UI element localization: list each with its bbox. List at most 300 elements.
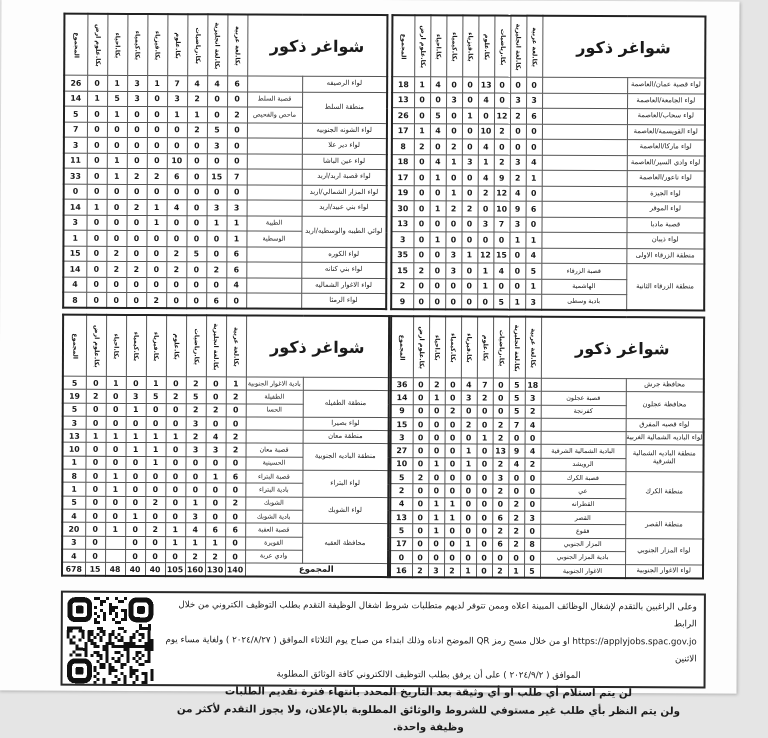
district-label: لواء الشونه الجنوبيه xyxy=(302,123,387,139)
vacancy-count-cell: 0 xyxy=(86,230,106,246)
vacancy-count-cell: 2 xyxy=(494,155,510,171)
vacancy-count-cell: 0 xyxy=(225,483,245,496)
vacancy-count-cell: 5 xyxy=(430,108,446,124)
vacancy-count-cell: 0 xyxy=(414,201,430,217)
vacancy-count-cell: 0 xyxy=(85,509,105,522)
vacancy-count-cell: 1 xyxy=(460,458,476,471)
district-label: لواء الرصيفه xyxy=(302,76,387,92)
vacancy-count-cell: 15 xyxy=(493,248,509,264)
sub-district-label: بادية المزار الجنوبي xyxy=(540,551,625,565)
row-total-cell: 0 xyxy=(64,184,87,200)
vacancy-count-cell: 2 xyxy=(492,484,508,497)
row-total-cell: 18 xyxy=(392,154,414,170)
vacancy-count-cell: 1 xyxy=(525,232,541,248)
vacancy-count-cell: 1 xyxy=(105,469,125,482)
column-header-label: بكا.فيزياء xyxy=(465,332,473,363)
row-total-cell: 13 xyxy=(63,429,86,442)
row-total-cell: 5 xyxy=(390,524,412,537)
column-header-7 xyxy=(414,15,430,77)
vacancy-count-cell: 0 xyxy=(207,153,227,169)
vacancy-count-cell: 0 xyxy=(87,122,107,138)
district-label: لواء الرمثا xyxy=(301,293,386,309)
vacancy-count-cell: 0 xyxy=(146,231,166,247)
column-header-0 xyxy=(226,315,246,377)
vacancy-count-cell: 5 xyxy=(207,122,227,138)
sub-district-label: قصبة البتراء xyxy=(245,470,302,484)
district-label: منطقة القصر xyxy=(625,512,703,539)
district-label: لواء الباديه الشمالية الغربية xyxy=(626,432,704,446)
vacancy-count-cell: 0 xyxy=(445,278,461,294)
sub-district-label xyxy=(247,200,302,216)
vacancy-count-cell: 0 xyxy=(106,292,126,308)
vacancy-count-cell: 4 xyxy=(226,277,246,293)
sub-district-label: ماحص والفحيص xyxy=(247,107,302,123)
vacancy-count-cell: 0 xyxy=(476,551,492,564)
vacancy-count-cell: 0 xyxy=(106,277,126,293)
vacancy-count-cell: 0 xyxy=(227,91,247,107)
vacancy-count-cell: 0 xyxy=(493,391,509,404)
column-header-label: بكا.احياء xyxy=(433,334,441,361)
vacancy-count-cell: 0 xyxy=(429,294,445,310)
row-total-cell: 8 xyxy=(63,292,86,308)
row-total-cell: 27 xyxy=(391,444,413,457)
vacancy-count-cell: 1 xyxy=(106,430,126,443)
vacancy-count-cell: 0 xyxy=(125,456,145,469)
vacancy-count-cell: 1 xyxy=(460,537,476,550)
vacancy-count-cell: 160 xyxy=(185,563,205,576)
vacancy-count-cell: 2 xyxy=(508,538,524,551)
vacancy-count-cell: 10 xyxy=(167,153,187,169)
vacancy-count-cell: 0 xyxy=(207,107,227,123)
district-label: لواء بني عبيد/اربد xyxy=(302,200,387,216)
vacancy-count-cell: 1 xyxy=(107,168,127,184)
sub-district-label: البادية الشمالية الشرقية xyxy=(541,445,626,459)
column-header-4 xyxy=(146,315,166,377)
vacancy-count-cell: 0 xyxy=(225,536,245,549)
sub-district-label: قصبة السلط xyxy=(247,91,302,107)
column-header-5 xyxy=(445,316,461,378)
row-total-cell: 4 xyxy=(390,497,412,510)
vacancy-count-cell: 0 xyxy=(166,231,186,247)
sub-district-label: القطرانه xyxy=(540,498,625,512)
vacancy-count-cell: 6 xyxy=(226,246,246,262)
sub-district-label xyxy=(542,186,627,202)
row-total-cell: 1 xyxy=(62,456,85,469)
vacancy-count-cell: 0 xyxy=(166,377,186,390)
vacancy-count-cell: 0 xyxy=(446,77,462,93)
vacancy-count-cell: 0 xyxy=(105,456,125,469)
vacancy-count-cell: 0 xyxy=(106,403,126,416)
vacancy-count-cell: 1 xyxy=(166,430,186,443)
vacancy-count-cell: 4 xyxy=(478,92,494,108)
vacancy-count-cell: 1 xyxy=(226,231,246,247)
vacancy-count-cell: 0 xyxy=(206,277,226,293)
vacancy-count-cell: 0 xyxy=(526,77,542,93)
vacancy-count-cell: 0 xyxy=(126,292,146,308)
row-total-cell: 5 xyxy=(390,471,412,484)
vacancy-count-cell: 0 xyxy=(87,184,107,200)
row-total-cell: 10 xyxy=(63,443,86,456)
application-instructions-box xyxy=(61,591,706,734)
column-header-label: المجموع xyxy=(398,334,406,361)
vacancy-count-cell: 0 xyxy=(85,496,105,509)
vacancy-count-cell: 0 xyxy=(444,484,460,497)
vacancy-count-cell: 0 xyxy=(146,246,166,262)
vacancy-count-cell: 0 xyxy=(524,551,540,564)
vacancy-count-cell: 1 xyxy=(107,153,127,169)
vacancy-count-cell: 2 xyxy=(227,107,247,123)
column-header-1 xyxy=(509,317,525,379)
footer-line-2: https://applyjobs.spac.gov.jo او من خلال مسح رمز QR الموضح ادناه وذلك ابتداء من صباح يوم الثلاثاء الموافق ( ٢٠٢٤/٨/٢٧ ) ولغاية مساء يوم الاثنين xyxy=(165,634,697,665)
vacancy-count-cell: 5 xyxy=(509,405,525,418)
sub-district-label xyxy=(247,76,302,92)
vacancy-count-cell: 2 xyxy=(205,550,225,563)
vacancy-count-cell: 3 xyxy=(526,93,542,109)
column-header-0 xyxy=(227,14,247,76)
column-header-6 xyxy=(430,15,446,77)
vacancy-count-cell: 0 xyxy=(165,510,185,523)
vacancy-count-cell: 4 xyxy=(478,170,494,186)
vacancy-count-cell: 0 xyxy=(187,200,207,216)
row-total-cell: 35 xyxy=(391,247,413,263)
vacancy-count-cell: 2 xyxy=(106,261,126,277)
vacancy-count-cell: 0 xyxy=(185,483,205,496)
vacancy-count-cell: 0 xyxy=(412,457,428,470)
sub-district-label xyxy=(246,293,301,309)
vacancy-count-cell: 140 xyxy=(225,563,245,576)
row-total-cell: 5 xyxy=(63,376,86,389)
vacancy-count-cell: 0 xyxy=(414,170,430,186)
column-header-label: بكا.احياء xyxy=(434,33,442,60)
column-header-label: بكا.رياضيات xyxy=(498,28,506,65)
vacancy-count-cell: 1 xyxy=(477,431,493,444)
vacancy-count-cell: 0 xyxy=(461,232,477,248)
vacancy-count-cell: 2 xyxy=(86,390,106,403)
vacancy-count-cell: 1 xyxy=(167,107,187,123)
district-label: لواء المزار الشمالي/اربد xyxy=(302,185,387,201)
vacancy-count-cell: 0 xyxy=(107,215,127,231)
vacancy-count-cell: 6 xyxy=(526,201,542,217)
vacancy-count-cell: 0 xyxy=(460,498,476,511)
vacancy-count-cell: 4 xyxy=(206,430,226,443)
column-header-2 xyxy=(186,315,206,377)
vacancy-count-cell: 2 xyxy=(462,201,478,217)
vacancy-count-cell: 0 xyxy=(127,215,147,231)
vacancy-count-cell: 3 xyxy=(462,154,478,170)
sub-district-label: بادية وسطى xyxy=(541,294,626,310)
vacancy-count-cell: 2 xyxy=(186,377,206,390)
vacancies-table-north-region xyxy=(389,315,705,579)
vacancies-table-south-region xyxy=(61,314,390,578)
column-header-label: بكا.كيمياء xyxy=(450,31,458,62)
footer-line-5: ولن يتم النظر بأي طلب غير مستوفي للشروط والوثائق المطلوبة بالإعلان، ولا يجوز التقدم لأكثر من وظيفة واحدة. xyxy=(176,702,681,734)
vacancy-count-cell: 0 xyxy=(227,122,247,138)
vacancy-count-cell: 1 xyxy=(477,263,493,279)
vacancy-count-cell: 9 xyxy=(494,170,510,186)
sub-district-label: الحسا xyxy=(246,404,303,418)
column-header-4 xyxy=(462,15,478,77)
vacancy-count-cell: 2 xyxy=(185,550,205,563)
vacancy-count-cell: 1 xyxy=(428,458,444,471)
column-header-2 xyxy=(493,317,509,379)
row-total-cell: 4 xyxy=(62,549,85,562)
sub-district-label xyxy=(247,138,302,154)
vacancy-count-cell: 0 xyxy=(462,170,478,186)
row-total-cell: 4 xyxy=(63,277,86,293)
column-header-label: المجموع xyxy=(72,31,80,58)
vacancy-count-cell: 2 xyxy=(206,403,226,416)
vacancy-count-cell: 6 xyxy=(526,108,542,124)
row-total-cell: 19 xyxy=(392,185,414,201)
total-row-label: المجموع xyxy=(245,563,388,577)
row-total-cell: 3 xyxy=(64,215,87,231)
column-header-7 xyxy=(86,315,106,377)
vacancy-count-cell: 40 xyxy=(145,563,165,576)
vacancy-count-cell: 6 xyxy=(205,523,225,536)
vacancy-count-cell: 0 xyxy=(205,457,225,470)
vacancy-count-cell: 4 xyxy=(207,76,227,92)
vacancy-count-cell: 1 xyxy=(226,377,246,390)
sub-district-label xyxy=(542,170,627,186)
vacancy-count-cell: 0 xyxy=(413,294,429,310)
district-label: لواء الشوبك xyxy=(302,497,388,524)
district-label: منطقة الطفيله xyxy=(303,391,389,418)
vacancy-count-cell: 0 xyxy=(87,215,107,231)
vacancy-count-cell: 0 xyxy=(413,232,429,248)
district-label: لواء القويسمة/العاصمة xyxy=(627,124,705,140)
vacancy-count-cell: 0 xyxy=(85,483,105,496)
column-header-label: المجموع xyxy=(71,332,79,359)
vacancy-count-cell: 1 xyxy=(478,154,494,170)
vacancy-count-cell: 0 xyxy=(460,471,476,484)
vacancy-count-cell: 0 xyxy=(510,139,526,155)
vacancy-count-cell: 0 xyxy=(207,91,227,107)
row-total-cell: 8 xyxy=(62,469,85,482)
column-header-6 xyxy=(107,14,127,76)
vacancy-count-cell: 1 xyxy=(165,536,185,549)
sub-district-label: القويرة xyxy=(245,537,302,551)
vacancy-count-cell: 0 xyxy=(85,523,105,536)
vacancy-count-cell: 0 xyxy=(167,215,187,231)
sub-district-label: بادية البتراء xyxy=(245,483,302,497)
vacancy-count-cell: 0 xyxy=(477,418,493,431)
vacancy-count-cell: 40 xyxy=(125,563,145,576)
vacancy-count-cell: 0 xyxy=(413,278,429,294)
vacancy-count-cell: 0 xyxy=(412,537,428,550)
column-header-label: بكا.لغة انجليزية xyxy=(213,21,221,69)
vacancy-count-cell: 2 xyxy=(508,524,524,537)
column-header-label: بكا.رياضيات xyxy=(497,329,505,366)
table-title: شواغر ذكور xyxy=(542,16,705,78)
sub-district-label xyxy=(247,122,302,138)
column-header-label: بكا.رياضيات xyxy=(192,327,200,365)
vacancy-count-cell: 1 xyxy=(205,470,225,483)
vacancy-count-cell: 2 xyxy=(146,293,166,309)
vacancy-count-cell: 0 xyxy=(205,496,225,509)
vacancy-count-cell: 2 xyxy=(524,458,540,471)
vacancy-count-cell: 0 xyxy=(430,185,446,201)
row-total-cell: 2 xyxy=(391,278,413,294)
vacancy-count-cell: 0 xyxy=(445,216,461,232)
column-header-3 xyxy=(477,316,493,378)
vacancy-count-cell: 12 xyxy=(494,186,510,202)
vacancy-count-cell: 0 xyxy=(87,137,107,153)
vacancy-count-cell: 0 xyxy=(167,138,187,154)
vacancy-count-cell: 3 xyxy=(510,93,526,109)
column-header-0 xyxy=(526,16,542,78)
vacancy-count-cell: 3 xyxy=(227,200,247,216)
vacancy-count-cell: 2 xyxy=(206,262,226,278)
district-label: لواء وادي السير/العاصمة xyxy=(627,155,705,171)
vacancy-count-cell: 0 xyxy=(510,124,526,140)
footer-line-3: الموافق ( ٢٠٢٤/٩/٢ ) على أن يرفق بطلب التوظيف الالكتروني كافة الوثائق المطلوبة xyxy=(276,669,581,682)
vacancy-count-cell: 4 xyxy=(430,123,446,139)
vacancy-count-cell: 6 xyxy=(492,538,508,551)
vacancy-count-cell: 0 xyxy=(146,403,166,416)
column-header-label: بكا.علوم ارض xyxy=(93,23,101,67)
vacancy-count-cell: 0 xyxy=(429,418,445,431)
vacancy-count-cell: 2 xyxy=(413,263,429,279)
vacancy-count-cell: 0 xyxy=(86,403,106,416)
column-header-2 xyxy=(494,16,510,78)
vacancy-count-cell: 0 xyxy=(125,536,145,549)
column-header-label: بكا.لغة عربية xyxy=(529,327,537,368)
vacancy-count-cell: 0 xyxy=(185,470,205,483)
sub-district-label xyxy=(541,431,626,445)
vacancy-count-cell: 5 xyxy=(186,390,206,403)
vacancy-count-cell: 0 xyxy=(185,456,205,469)
vacancy-count-cell: 0 xyxy=(206,417,226,430)
vacancy-count-cell: 3 xyxy=(510,155,526,171)
column-header-label: بكا.احياء xyxy=(112,333,120,359)
column-header-7 xyxy=(87,14,107,76)
vacancy-count-cell: 12 xyxy=(477,247,493,263)
vacancy-count-cell: 0 xyxy=(414,154,430,170)
vacancy-count-cell: 1 xyxy=(126,430,146,443)
vacancy-count-cell: 1 xyxy=(185,536,205,549)
vacancy-count-cell: 1 xyxy=(185,496,205,509)
vacancy-count-cell: 0 xyxy=(493,279,509,295)
vacancy-count-cell: 1 xyxy=(205,536,225,549)
vacancy-count-cell: 2 xyxy=(508,511,524,524)
district-label: منطقة الباديه الجنوبية xyxy=(302,444,388,471)
row-total-cell: 10 xyxy=(390,457,412,470)
vacancy-count-cell: 2 xyxy=(446,139,462,155)
vacancy-count-cell: 0 xyxy=(126,277,146,293)
vacancy-count-cell: 3 xyxy=(446,92,462,108)
column-header-1 xyxy=(510,16,526,78)
district-label: لواء قصبه المفرق xyxy=(626,419,704,433)
sub-district-label xyxy=(542,77,627,93)
vacancy-count-cell: 4 xyxy=(525,445,541,458)
vacancy-count-cell: 3 xyxy=(207,200,227,216)
vacancy-count-cell: 2 xyxy=(226,443,246,456)
sub-district-label xyxy=(542,155,627,171)
row-total-cell: 17 xyxy=(390,537,412,550)
vacancy-count-cell: 0 xyxy=(413,431,429,444)
vacancy-count-cell: 0 xyxy=(126,416,146,429)
vacancy-count-cell: 0 xyxy=(226,417,246,430)
vacancy-count-cell: 2 xyxy=(445,404,461,417)
vacancy-count-cell: 0 xyxy=(413,418,429,431)
column-header-3 xyxy=(478,15,494,77)
sub-district-label: وادي عربة xyxy=(245,550,302,564)
district-label: لواء البتراء xyxy=(302,470,388,497)
row-total-cell: 5 xyxy=(63,403,86,416)
vacancy-count-cell: 2 xyxy=(525,405,541,418)
vacancy-count-cell: 0 xyxy=(476,524,492,537)
sub-district-label: الطفيلة xyxy=(246,390,303,404)
vacancy-count-cell: 3 xyxy=(525,294,541,310)
row-total-cell: 11 xyxy=(64,153,87,169)
row-total-cell: 33 xyxy=(64,168,87,184)
column-header-label: بكا.لغة عربية xyxy=(233,25,241,66)
district-label: منطقة الزرقاء الاولى xyxy=(626,248,704,264)
row-total-cell: 19 xyxy=(63,389,86,402)
column-header-4 xyxy=(147,14,167,76)
vacancy-count-cell: 2 xyxy=(414,139,430,155)
vacancy-count-cell: 0 xyxy=(106,443,126,456)
vacancy-count-cell: 0 xyxy=(107,122,127,138)
column-header-6 xyxy=(106,315,126,377)
vacancy-count-cell: 0 xyxy=(125,549,145,562)
column-header-label: بكا.رياضيات xyxy=(193,26,201,64)
vacancy-count-cell: 6 xyxy=(206,293,226,309)
district-label: منطقة الزرقاء الثانية xyxy=(626,264,704,311)
vacancy-count-cell: 3 xyxy=(477,216,493,232)
sub-district-label xyxy=(247,169,302,185)
vacancy-count-cell: 1 xyxy=(87,199,107,215)
vacancy-count-cell: 7 xyxy=(493,217,509,233)
sub-district-label: المزار الجنوبي xyxy=(540,538,625,552)
vacancy-count-cell: 12 xyxy=(494,108,510,124)
vacancy-count-cell: 0 xyxy=(86,277,106,293)
vacancy-count-cell: 0 xyxy=(414,92,430,108)
vacancy-count-cell: 0 xyxy=(127,184,147,200)
sub-district-label xyxy=(541,217,626,233)
vacancy-count-cell: 0 xyxy=(444,458,460,471)
vacancy-count-cell: 0 xyxy=(127,122,147,138)
vacancy-count-cell: 0 xyxy=(413,404,429,417)
vacancy-count-cell: 2 xyxy=(106,246,126,262)
sub-district-label xyxy=(541,378,626,392)
district-label: لواء الاغوار الجنوبية xyxy=(625,565,703,579)
sub-district-label xyxy=(246,262,301,278)
vacancy-count-cell: 0 xyxy=(460,551,476,564)
column-header-8 xyxy=(392,15,414,77)
vacancy-count-cell: 0 xyxy=(510,77,526,93)
vacancy-count-cell: 0 xyxy=(86,376,106,389)
vacancy-count-cell: 1 xyxy=(428,511,444,524)
vacancy-count-cell: 6 xyxy=(227,76,247,92)
vacancy-count-cell: 0 xyxy=(87,106,107,122)
vacancy-count-cell: 0 xyxy=(476,471,492,484)
vacancy-count-cell: 0 xyxy=(187,138,207,154)
sub-district-label xyxy=(246,430,303,444)
sub-district-label: قصبة الكرك xyxy=(540,471,625,485)
district-label: لواء بني كنانه xyxy=(301,262,386,278)
column-header-3 xyxy=(167,14,187,76)
column-header-label: بكا.علوم ارض xyxy=(92,324,100,368)
table-title: شواغر ذكور xyxy=(247,14,387,76)
vacancy-count-cell: 0 xyxy=(446,170,462,186)
vacancy-count-cell: 0 xyxy=(127,153,147,169)
row-total-cell: 13 xyxy=(390,511,412,524)
sub-district-label: الرويشد xyxy=(540,458,625,472)
vacancy-count-cell: 4 xyxy=(430,77,446,93)
vacancy-count-cell: 0 xyxy=(165,456,185,469)
row-total-cell: 18 xyxy=(392,77,414,93)
